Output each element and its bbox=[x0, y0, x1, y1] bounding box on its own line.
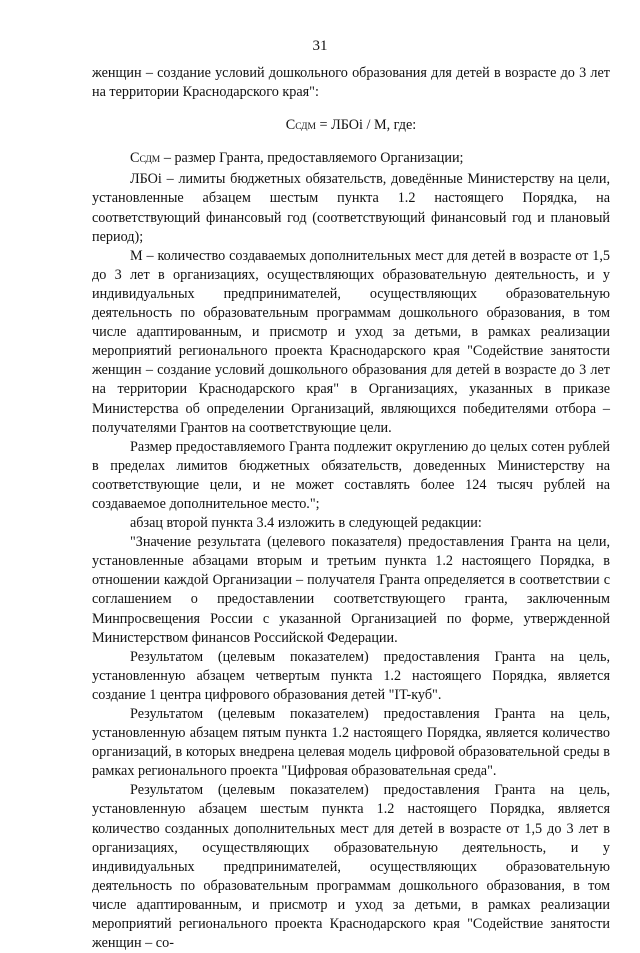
page-number: 31 bbox=[312, 38, 328, 54]
paragraph-result-places: Результатом (целевым показателем) предоставления Гранта на цель, установленную абзацем шестым пункта 1.2 настоящего Порядка, является количество созданных дополнительных мест для детей в возрасте от 1,5 до 3 лет в организациях, осуществляющих образовательную деятельность, и у индивидуальных предпринимателей, осуществляющих образовательную деятельность по образовательным программам дошкольного образования, в том числе адаптированным, и присмотр и уход за детьми, в рамках реализации мероприятий регионального проекта Краснодарского края "Содействие занятости женщин – со- bbox=[92, 782, 610, 952]
definition-text: – размер Гранта, предоставляемого Организации; bbox=[160, 150, 464, 167]
paragraph-amendment: абзац второй пункта 3.4 изложить в следующей редакции: bbox=[130, 515, 482, 532]
formula-expression: = ЛБОi / М, где: bbox=[315, 117, 417, 134]
document-body bbox=[92, 64, 610, 953]
definition-csdm bbox=[92, 149, 610, 170]
paragraph-rounding: Размер предоставляемого Гранта подлежит округлению до целых сотен рублей в пределах лимитов бюджетных обязательств, доведенных Министерству на соответствующие цели, и не может составлять более 124 тысяч рублей на создаваемое дополнительное место."; bbox=[92, 438, 610, 512]
formula-subscript: СДМ bbox=[295, 122, 316, 133]
paragraph-result-digital-environment: Результатом (целевым показателем) предоставления Гранта на цель, установленную абзацем пятым пункта 1.2 настоящего Порядка, является количество организаций, в которых внедрена целевая модель цифровой образовательной среды в рамках регионального проекта "Цифровая образовательная среда". bbox=[92, 706, 610, 780]
grant-formula bbox=[92, 116, 610, 137]
definition-m: М – количество создаваемых дополнительных мест для детей в возрасте от 1,5 до 3 лет в организациях, осуществляющих образовательную деятельность, и у индивидуальных предпринимателей, осуществляющих образовательную деятельность по образовательным программам дошкольного образования, в том числе адаптированным, и присмотр и уход за детьми, в рамках реализации мероприятий регионального проекта Краснодарского края "Содействие занятости женщин – создание условий дошкольного образования для детей в возрасте до 3 лет на территории Краснодарского края" в Организациях, указанных в приказе Министерства об определении Организаций, являющихся победителями отбора – получателями Грантов на соответствующие цели. bbox=[92, 247, 610, 436]
definition-lboi: ЛБОi – лимиты бюджетных обязательств, доведённые Министерству на цели, установленные абзацем шестым пункта 1.2 настоящего Порядка, на соответствующий финансовый год (соответствующий финансовый год и плановый период); bbox=[92, 171, 610, 245]
formula-symbol: С bbox=[285, 117, 296, 134]
definition-symbol: С bbox=[130, 150, 140, 167]
paragraph-continuation: женщин – создание условий дошкольного образования для детей в возрасте до 3 лет на территории Краснодарского края": bbox=[92, 65, 610, 101]
paragraph-result-value: "Значение результата (целевого показателя) предоставления Гранта на цели, установленные абзацами вторым и третьим пункта 1.2 настоящего Порядка, в отношении каждой Организации – получателя Гранта определяется в соответствии с соглашением о предоставлении соответствующего гранта, заключенным Минпросвещения России с указанной Организацией по форме, утвержденной Министерством финансов Российской Федерации. bbox=[92, 534, 610, 646]
definition-subscript: СДМ bbox=[139, 155, 161, 166]
paragraph-result-it-cube: Результатом (целевым показателем) предоставления Гранта на цель, установленную абзацем четвертым пункта 1.2 настоящего Порядка, является создание 1 центра цифрового образования детей "IT-куб". bbox=[92, 648, 610, 703]
